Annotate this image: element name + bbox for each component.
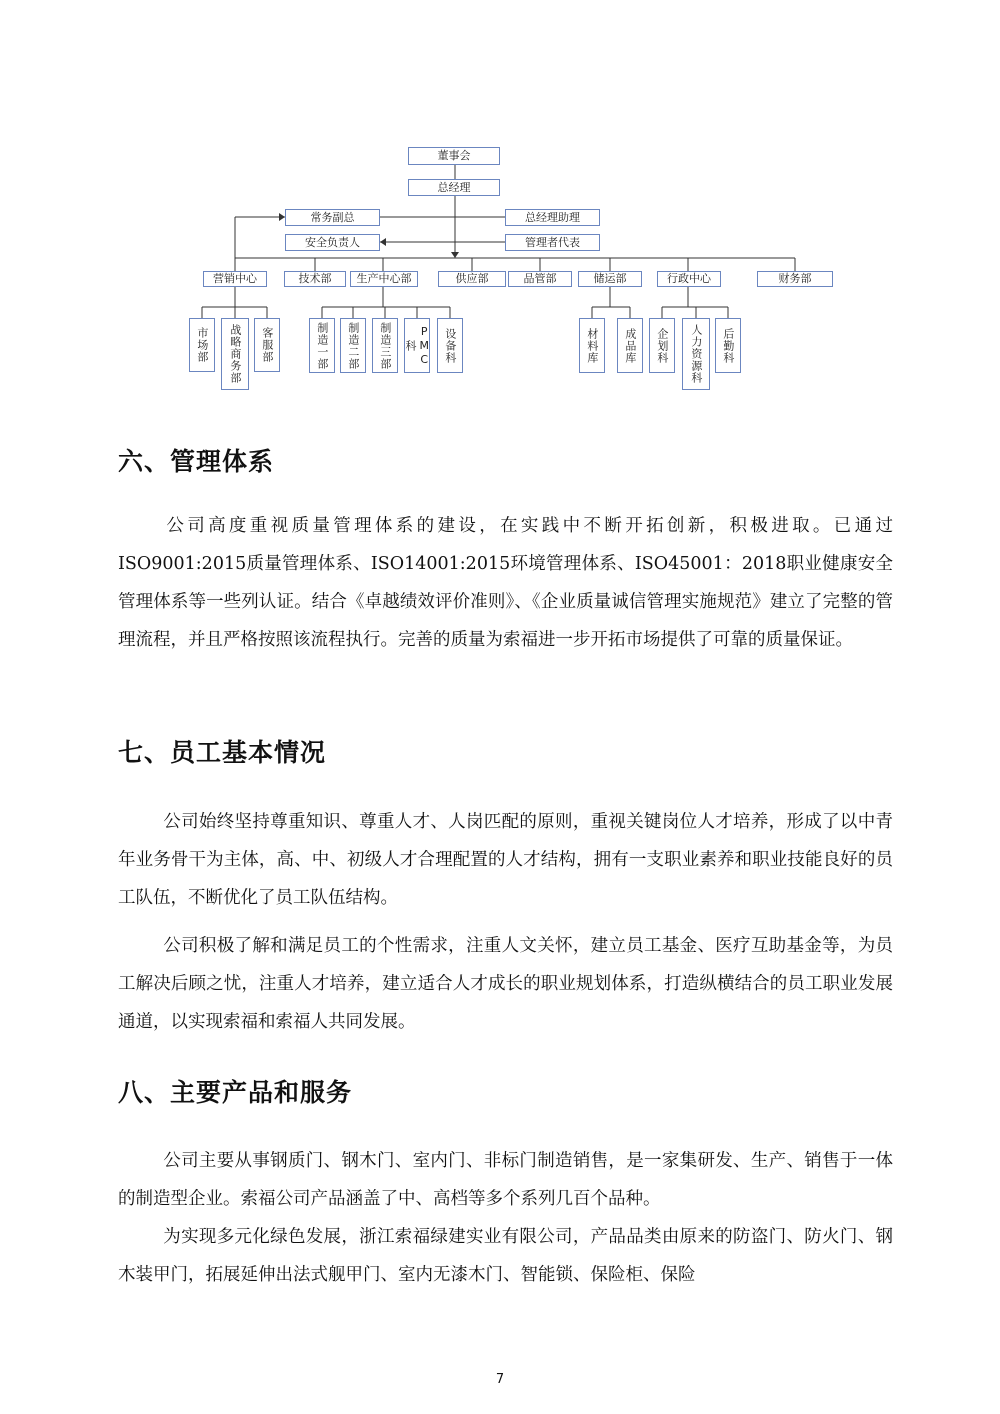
section-paragraph: 公司主要从事钢质门、钢木门、室内门、非标门制造销售，是一家集研发、生产、销售于一体的制造型企业。索福公司产品涵盖了中、高档等多个系列几百个品种。 (118, 1151, 893, 1209)
section-heading-employees: 七、员工基本情况 (118, 738, 327, 767)
org-unit-market: 市场部 (189, 318, 215, 372)
org-dept-marketing: 营销中心 (203, 271, 267, 287)
org-general-manager: 总经理 (408, 179, 500, 196)
section-paragraph: 公司始终坚持尊重知识、尊重人才、人岗匹配的原则，重视关键岗位人才培养，形成了以中青年业务骨干为主体，高、中、初级人才合理配置的人才结构，拥有一支职业素养和职业技能良好的员工队伍，不断优化了员工队伍结构。 (118, 812, 893, 908)
org-dept-finance: 财务部 (757, 271, 833, 287)
org-dept-tech: 技术部 (284, 271, 346, 287)
org-dept-quality: 品管部 (508, 271, 572, 287)
org-dept-storage: 储运部 (578, 271, 642, 287)
section-paragraph: 公司积极了解和满足员工的个性需求，注重人文关怀，建立员工基金、医疗互助基金等，为员工解决后顾之忧，注重人才培养，建立适合人才成长的职业规划体系，打造纵横结合的员工职业发展通道，以实现索福和索福人共同发展。 (118, 936, 893, 1032)
org-unit-strategy: 战略商务部 (221, 318, 249, 390)
org-unit-mfg2: 制造二部 (340, 318, 366, 373)
section-heading-products-services: 八、主要产品和服务 (118, 1078, 353, 1107)
org-unit-product-store: 成品库 (617, 318, 643, 373)
section-heading-management-system: 六、管理体系 (118, 447, 275, 476)
org-unit-mfg1: 制造一部 (309, 318, 335, 373)
org-chart-connectors (0, 0, 1000, 420)
org-executive-vp: 常务副总 (285, 209, 380, 226)
section-paragraph: 为实现多元化绿色发展，浙江索福绿建实业有限公司，产品品类由原来的防盗门、防火门、钢木装甲门，拓展延伸出法式舰甲门、室内无漆木门、智能锁、保险柜、保险 (118, 1227, 893, 1285)
org-unit-service: 客服部 (254, 318, 280, 372)
org-dept-production: 生产中心部 (350, 271, 418, 287)
org-dept-supply: 供应部 (438, 271, 506, 287)
org-unit-material-store: 材料库 (579, 318, 605, 373)
org-dept-admin: 行政中心 (657, 271, 721, 287)
org-unit-hr: 人力资源科 (682, 318, 710, 390)
org-board: 董事会 (408, 147, 500, 165)
org-unit-pmc: PMC科 (404, 318, 430, 373)
org-management-rep: 管理者代表 (505, 234, 600, 251)
section-paragraph: 公司高度重视质量管理体系的建设，在实践中不断开拓创新，积极进取。已通过ISO9001:2015质量管理体系、ISO14001:2015环境管理体系、ISO45001：2018职业健康安全管理体系等一些列认证。结合《卓越绩效评价准则》、《企业质量诚信管理实施规范》建立了完整的管理流程，并且严格按照该流程执行。完善的质量为索福进一步开拓市场提供了可靠的质量保证。 (118, 516, 893, 650)
org-unit-equipment: 设备科 (437, 318, 463, 373)
org-unit-mfg3: 制造三部 (372, 318, 398, 373)
org-chart (0, 0, 1000, 420)
org-unit-logistics: 后勤科 (715, 318, 741, 373)
org-unit-planning: 企划科 (649, 318, 675, 373)
org-gm-assistant: 总经理助理 (505, 209, 600, 226)
page-number: 7 (495, 1372, 505, 1387)
org-safety-officer: 安全负责人 (285, 234, 380, 251)
